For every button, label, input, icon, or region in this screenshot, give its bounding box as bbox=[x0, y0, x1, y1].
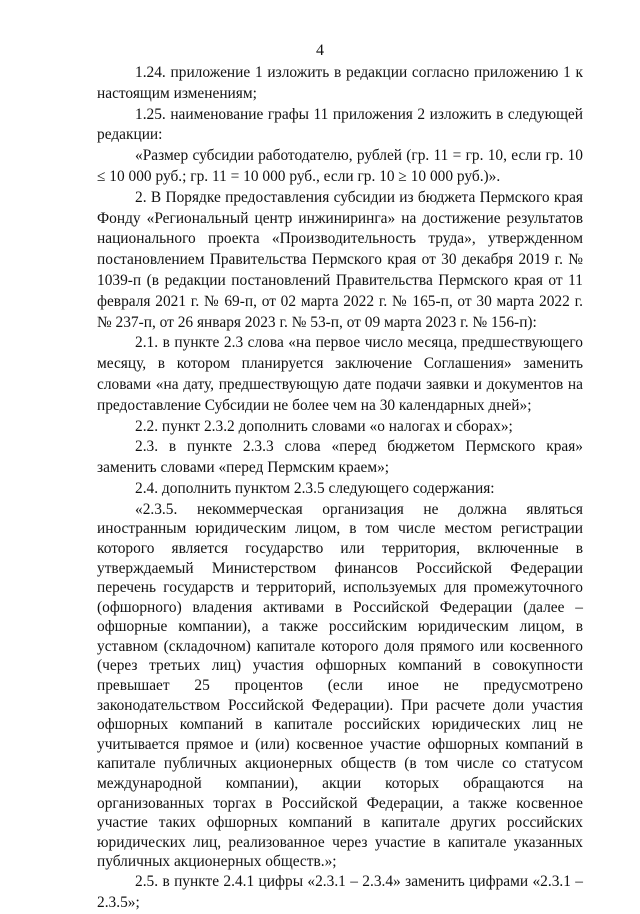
paragraph-column-11-title: «Размер субсидии работодателю, рублей (гр. 11 = гр. 10, если гр. 10 ≤ 10 000 руб.; гр. 11 = 10 000 руб., если гр. 10 ≥ 10 000 руб.)». bbox=[97, 147, 583, 185]
paragraph-2-5: 2.5. в пункте 2.4.1 цифры «2.3.1 – 2.3.4» заменить цифрами «2.3.1 – 2.3.5»; bbox=[97, 873, 583, 911]
paragraph-2-3-5-quote: «2.3.5. некоммерческая организация не должна являться иностранным юридическим лицом, в том числе местом регистрации которого является государство или территория, включенные в утверждаемый Министерством финансов Российской Федерации перечень государств и территорий, используемых для промежуточного (офшорного) владения активами в Российской Федерации (далее – офшорные компании), а также российским юридическим лицом, в уставном (складочном) капитале которого доля прямого или косвенного (через третьих лиц) участия офшорных компаний в совокупности превышает 25 процентов (если иное не предусмотрено законодательством Российской Федерации). При расчете доли участия офшорных компаний в капитале российских юридических лиц не учитывается прямое и (или) косвенное участие офшорных компаний в капитале публичных акционерных обществ (в том числе со статусом международной компании), акции которых обращаются на организованных торгах в Российской Федерации, а также косвенное участие таких офшорных компаний в капитале других российских юридических лиц, реализованное через участие в капитале указанных публичных акционерных обществ.»; bbox=[97, 500, 583, 871]
paragraph-2-1: 2.1. в пункте 2.3 слова «на первое число месяца, предшествующего месяцу, в котором планируется заключение Соглашения» заменить словами «на дату, предшествующую дате подачи заявки и документов на предоставление Субсидии не более чем на 30 календарных дней»; bbox=[97, 334, 583, 414]
paragraph-2-3: 2.3. в пункте 2.3.3 слова «перед бюджетом Пермского края» заменить словами «перед Пермским краем»; bbox=[97, 438, 583, 477]
paragraph-1-25: 1.25. наименование графы 11 приложения 2 изложить в следующей редакции: bbox=[97, 105, 583, 144]
paragraph-1-24: 1.24. приложение 1 изложить в редакции согласно приложению 1 к настоящим изменениям; bbox=[97, 64, 583, 102]
paragraph-2-4: 2.4. дополнить пунктом 2.3.5 следующего содержания: bbox=[135, 479, 495, 497]
paragraph-2-2: 2.2. пункт 2.3.2 дополнить словами «о налогах и сборах»; bbox=[135, 417, 513, 435]
document-body bbox=[97, 63, 583, 914]
page-number: 4 bbox=[316, 42, 324, 59]
paragraph-2: 2. В Порядке предоставления субсидии из бюджета Пермского края Фонду «Региональный центр инжиниринга» на достижение результатов национального проекта «Производительность труда», утвержденном постановлением Правительства Пермского края от 30 декабря 2019 г. № 1039-п (в редакции постановлений Правительства Пермского края от 11 февраля 2021 г. № 69-п, от 02 марта 2022 г. № 165-п, от 30 марта 2022 г. № 237-п, от 26 января 2023 г. № 53-п, от 09 марта 2023 г. № 156-п): bbox=[97, 188, 583, 331]
